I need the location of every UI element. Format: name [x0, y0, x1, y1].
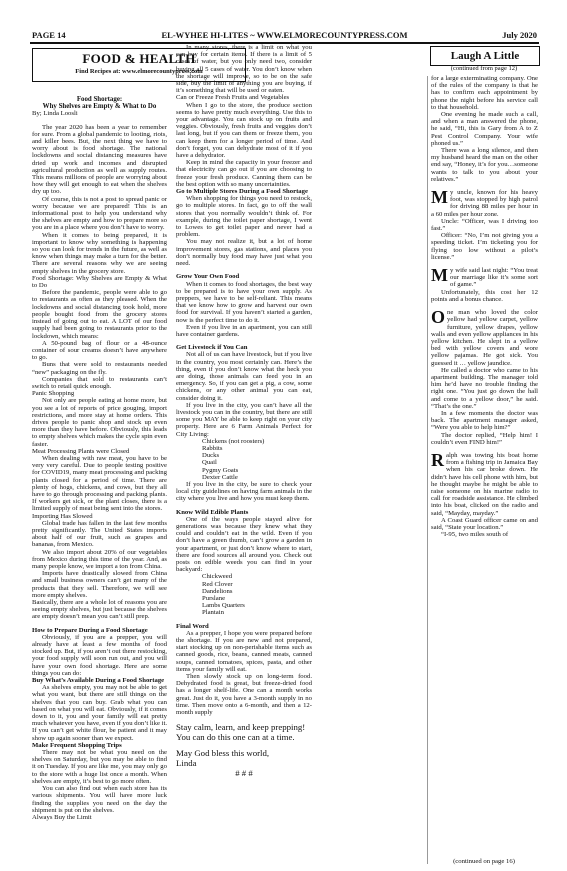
- paragraph: Officer: “No, I’m not giving you a speeding ticket. I’m ticketing you for flying too low without a pilot’s license.”: [431, 232, 538, 261]
- list-item: Ducks: [202, 452, 220, 460]
- paragraph: Meat Processing Plants were Closed: [32, 447, 130, 455]
- paragraph: Keep in mind the capacity in your freezer and that electricity can go out if you are choosing to freeze your fresh produce. Canning them can be the best option with so many uncertainties.: [176, 159, 312, 188]
- page-number: PAGE 14: [32, 30, 66, 40]
- list-item: Pygmy Goats: [202, 466, 239, 474]
- paragraph: If you live in the city, be sure to check your local city guidelines on having farm animals in the city where you live and how you must keep them.: [176, 480, 312, 503]
- section-heading: Buy What’s Available During a Food Shortage: [32, 677, 165, 685]
- list-item: Dandelions: [202, 587, 233, 595]
- paragraph: One evening he made such a call, and when a man answered the phone, he said, “Hi, this is Gary from A to Z Pest Control Company. Your wife phoned us.”: [431, 111, 538, 147]
- list-item: Chickweed: [202, 573, 233, 581]
- list-item: Plantain: [202, 609, 224, 617]
- drop-cap: M: [431, 265, 448, 286]
- closing-end-mark: # # #: [235, 768, 253, 779]
- article-column-2: [176, 44, 312, 778]
- paragraph: Global trade has fallen in the last few months pretty significantly. The United States imports about half of our fruit, such as grapes and bananas, from Mexico.: [32, 519, 167, 549]
- page-header: [32, 30, 537, 42]
- section-heading: Grow Your Own Food: [176, 273, 240, 281]
- joke-paragraph: [431, 449, 538, 517]
- paragraph: Basically, there are a whole lot of reasons you are seeing empty shelves, but just because the shelves are empty doesn’t mean you can’t still prep.: [32, 599, 167, 621]
- section-heading: Make Frequent Shopping Trips: [32, 741, 122, 749]
- drop-cap: O: [431, 307, 446, 328]
- list-item: Red Clover: [202, 580, 233, 588]
- paragraph: When it comes to being prepared, it is important to know why something is happening so you can look for trends in the future, as well as know when things may make a turn for the better. There are several reasons why we are seeing empty shelves in the grocery store.: [32, 231, 167, 275]
- paragraph: There may not be what you need on the shelves on Saturday, but you may be able to find it on Tuesday. If you are like me, you may only go to the store with a huge list once a month. When shelves are empty, it’s best to go more often.: [32, 749, 167, 785]
- bullet-list: [176, 438, 312, 481]
- article-byline: By; Linda Loosli: [32, 110, 78, 118]
- section-heading: Go to Multiple Stores During a Food Shortage: [176, 188, 308, 196]
- masthead: EL-WYHEE HI-LITES ~ WWW.ELMORECOUNTYPRESS.COM: [161, 30, 408, 40]
- drop-cap: M: [431, 187, 448, 208]
- paragraph: A 50-pound bag of flour or a 48-ounce container of sour creams doesn’t have anywhere to go.: [32, 339, 167, 362]
- paragraph: One of the ways people stayed alive for generations was because they knew what they could and couldn’t eat in the wild. Even if you don’t have a green thumb, can’t grow a garden in your apartment, or just don’t know where to start, there are food sources all around you. Check out posts on edible weeds you can find in your backyard:: [176, 515, 312, 574]
- paragraph: Companies that sold to restaurants can’t switch to retail quick enough.: [32, 375, 167, 390]
- paragraph-text: ne man who loved the color yellow had yellow carpet, yellow furniture, yellow drapes, yellow walls and even yellow appliances in his yellow kitchen. He slept in a yellow bed with yellow covers and wore yellow pajamas. He got sick. You guessed it … yellow jaundice.: [431, 309, 538, 367]
- joke-paragraph: [431, 309, 538, 367]
- closing-signature: Linda: [176, 758, 197, 769]
- paragraph: “I-95, two miles south of: [441, 531, 509, 539]
- section-title: FOOD & HEALTH: [82, 51, 196, 66]
- paragraph: In a few moments the doctor was back. The apartment manager asked, “Were you able to help him?”: [431, 409, 538, 432]
- joke-paragraph: [431, 267, 538, 289]
- paragraph: A Coast Guard officer came on and said, “State your location.”: [431, 516, 538, 531]
- paragraph: Imports have drastically slowed from China and small business owners can’t get many of the products that they sell. Therefore, we will see more empty shelves.: [32, 570, 167, 599]
- paragraph: Panic Shopping: [32, 390, 75, 398]
- list-item: Purslane: [202, 595, 226, 603]
- list-item: Quail: [202, 459, 217, 467]
- article-column-1: [32, 86, 167, 821]
- paragraph: The year 2020 has been a year to remember for sure. From a global pandemic to looting, riots, and killer bees. But, the next thing we have to worry about is food shortage. The national lockdowns and social distancing measures have dried up work and incomes and disrupted agricultural production as well as supply routes. This means millions of people are worrying about how they will get enough to eat when the shelves dry up too.: [32, 123, 167, 196]
- paragraph: Importing Has Slowed: [32, 512, 93, 520]
- paragraph: Of course, this is not a post to spread panic or worry because we are prepared! This is an informational post to help you understand why the shelves are empty and how to prepare more so you are in a place where you don’t have to worry.: [32, 195, 167, 232]
- laugh-column: [431, 75, 538, 538]
- laugh-subtitle: (continued from page 12): [450, 65, 518, 72]
- joke-paragraph: [431, 189, 538, 218]
- issue-date: July 2020: [502, 30, 537, 40]
- paragraph: When I go to the store, the produce section seems to have pretty much everything. Use this to your advantage. You can stock up on fruits and veggies. Obviously, fresh fruits and veggies don’t last long, but if you can them or freeze them, you can keep them for a longer period of time. And don’t forget, you can dehydrate most of it if you have a dehydrator.: [176, 101, 312, 160]
- paragraph: You may not realize it, but a lot of home improvement stores, gas stations, and places you don’t normally buy food may have just what you need.: [176, 238, 312, 268]
- paragraph: Obviously, if you are a prepper, you will already have at least a few months of food stocked up. But, if you aren’t out there restocking, your food supply will soon run out, and you will have your own food shortage. Here are some things you can do:: [32, 633, 167, 677]
- paragraph: Uncle: “Officer, was I driving too fast.”: [431, 217, 538, 233]
- paragraph: Can or Freeze Fresh Fruits and Vegetables: [176, 94, 290, 102]
- section-heading: Get Livestock if You Can: [176, 344, 248, 352]
- paragraph: If you live in the city, you can’t have all the livestock you can in the country, but there are still some you MAY be able to keep right on your city property. Here are 6 Farm Animals Perfect for City Living:: [176, 401, 312, 438]
- article-heading: Food Shortage:: [76, 96, 123, 103]
- paragraph: When it comes to food shortages, the best way to be prepared is to have your own supply. As preppers, we have to be self-reliant. This means that we know how to grow and harvest our own food for survival. If you haven’t started a garden, now is the perfect time to do it.: [176, 280, 312, 324]
- paragraph: Unfortunately, this cost her 12 points and a bonus chance.: [431, 288, 538, 303]
- paragraph: Food Shortage: Why Shelves are Empty & What to Do: [32, 274, 167, 290]
- paragraph: When shopping for things you need to restock, go to multiple stores. In fact, go to off the wall stores that you normally wouldn’t think of. For example, during the toilet paper shortage, I went to Lowes to get toilet paper and never had a problem.: [176, 195, 312, 239]
- list-item: Chickens (not roosters): [202, 437, 265, 445]
- section-heading: Know Wild Edible Plants: [176, 508, 249, 516]
- paragraph: As a prepper, I hope you were prepared before the shortage. If you are new and not prepared, start stocking up on non-perishable items such as canned goods, rice, beans, canned meats, canned soups, canned tomatoes, spices, pasta, and other items your family will eat.: [176, 629, 312, 673]
- list-item: Rabbits: [202, 444, 223, 452]
- paragraph-text: alph was towing his boat home from a fishing trip in Jamaica Bay when his car broke down. He didn’t have his cell phone with him, but he thought maybe he might be able to raise someone on his marine radio to call for roadside assistance. He climbed into his boat, clicked on the radio and said, “Mayday, mayday.”: [431, 451, 538, 517]
- paragraph: for a large exterminating company. One of the rules of the company is that he has to confirm each appointment by phone the night before his service call to that household.: [431, 75, 538, 111]
- paragraph: He called a doctor who came to his apartment building. The manager told him he’d have no trouble finding the right one. “You just go down the hall and come to a yellow door,” he said. “That’s the one.”: [431, 366, 538, 410]
- list-item: Dexter Cattle: [202, 473, 238, 481]
- paragraph: Buns that were sold to restaurants needed “new” packaging on the fly.: [32, 361, 167, 376]
- list-item: Lambs Quarters: [202, 602, 245, 610]
- paragraph: In many stores, there is a limit on what you can buy for certain items. If there is a limit of 5 cases of water, but you only need two, consider buying all 5 cases of water. You don’t know when the shortage will improve, so to be on the safe side, buy the limit of anything you are buying, if it’s something that will be used or eaten.: [176, 44, 312, 95]
- closing-blessing: May God bless this world,: [176, 748, 270, 759]
- column-divider: [427, 76, 428, 864]
- paragraph: As shelves empty, you may not be able to get what you want, but there are still things on the shelves that you can buy. Grab what you can based on what you will eat. Obviously, if it comes down to it, you and your family will eat pretty much whatever you have, even if you don’t like it. If you can’t get white flour, be patient and it may show up again sooner than we expect.: [32, 684, 167, 742]
- paragraph: We also import about 20% of our vegetables from Mexico during this time of the year. And, as many people know, we import a ton from China.: [32, 548, 167, 570]
- paragraph: There was a long silence, and then my husband heard the man on the other end say, “Honey, it’s for you…someone wants to talk to you about your relatives.”: [431, 147, 538, 183]
- section-heading: Final Word: [176, 622, 209, 630]
- paragraph-text: y wife said last night: “You treat our marriage like it’s some sort of game.”: [450, 267, 538, 289]
- paragraph: Always Buy the Limit: [32, 813, 92, 821]
- paragraph: The doctor replied, “Help him! I couldn’t even FIND him!”: [431, 431, 538, 446]
- article-subheading: Why Shelves are Empty & What to Do: [42, 103, 157, 111]
- section-heading: How to Prepare During a Food Shortage: [32, 626, 148, 634]
- paragraph-text: y uncle, known for his heavy foot, was stopped by high patrol for driving 88 miles per hour in a 60 miles per hour zone.: [431, 189, 538, 218]
- drop-cap: R: [431, 449, 444, 470]
- article-closing: [176, 722, 312, 778]
- closing-line: Stay calm, learn, and keep prepping! You can do this one can at a time.: [176, 722, 306, 743]
- paragraph: Before the pandemic, people were able to go to restaurants as often as they pleased. When the lockdowns and social distancing took hold, more people bought food from the grocery stores instead of going out to eat. A LOT of our food supply had been going to restaurants prior to the lockdown, which means:: [32, 289, 167, 340]
- paragraph: When dealing with raw meat, you have to be very very careful. Due to people testing positive for COVID19, many meat processing and packing plants closed for a period of time. There are plenty of hogs, chickens, and cows, but they all have to go through processing and packing plants. If workers get sick, or the plant closes, there is a limited supply of meat being sent into the stores.: [32, 454, 167, 513]
- laugh-title: Laugh A Little: [430, 46, 540, 66]
- paragraph: Even if you live in an apartment, you can still have container gardens.: [176, 323, 312, 338]
- paragraph: You can also find out when each store has its various shipments. You will have more luck finding the supplies you need on the day the shipment is put on the shelves.: [32, 785, 167, 814]
- paragraph: Not only are people eating at home more, but you see a lot of reports of price gouging, import restrictions, and more stay at home orders. This drives people to panic shop and stock up even more than they have before. Obviously, this leads to empty shelves which makes the cycle spin even faster.: [32, 397, 167, 448]
- continued-note: (continued on page 16): [453, 858, 515, 865]
- bullet-list: [176, 573, 312, 616]
- paragraph: Not all of us can have livestock, but if you live in the country, you most certainly can. Here’s the thing, even if you don’t know what the heck you are doing, those animals can feed you in an emergency. So, if you can get a pig, a cow, some chickens, or any other animal you can eat, consider doing it.: [176, 351, 312, 402]
- paragraph: Then slowly stock up on long-term food. Dehydrated food is great, but freeze-dried food has a longer shelf-life. One can a month works great. Just do it, you have a 3-month supply in no time. Then move onto a 6-month, and then a 12-month supply: [176, 673, 312, 717]
- section-subtitle: Find Recipes at: www.elmorecountypress.com: [75, 68, 203, 75]
